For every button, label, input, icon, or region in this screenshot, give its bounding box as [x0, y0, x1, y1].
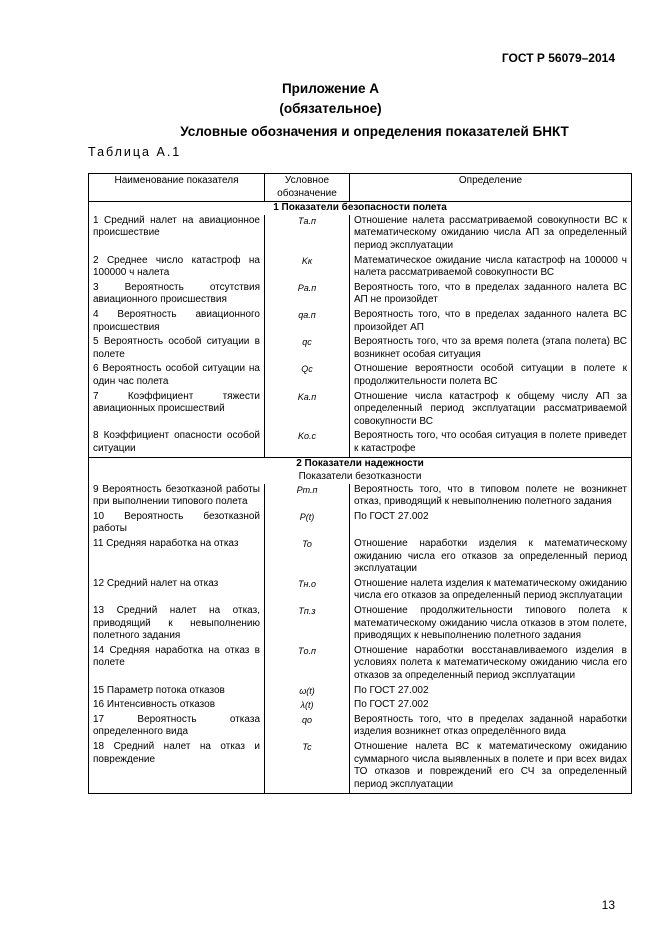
indicator-symbol: Tо.п — [265, 645, 350, 685]
table-row — [89, 391, 632, 431]
indicator-name: 17 Вероятность отказа определенного вида — [89, 714, 265, 741]
indicator-definition: Вероятность того, что в пределах заданного налета ВС АП не произойдет — [350, 282, 632, 309]
indicator-name: 10 Вероятность безотказной работы — [89, 511, 265, 538]
section-row — [89, 202, 632, 215]
table-label: Таблица А.1 — [88, 145, 182, 159]
table-row — [89, 714, 632, 741]
indicator-definition: Отношение налета ВС к математическому ожиданию суммарного числа выявленных в полете и при всех видах ТО отказов и повреждений его СЧ за определенный период эксплуатации — [350, 741, 632, 794]
indicator-definition: Отношение налета рассматриваемой совокупности ВС к математическому ожиданию числа АП за определенный период эксплуатации — [350, 215, 632, 255]
definitions-table — [88, 173, 632, 794]
indicator-definition: Отношение налета изделия к математическому ожиданию числа его отказов за определенный период эксплуатации — [350, 578, 632, 605]
indicator-definition: Отношение вероятности особой ситуации в полете к продолжительности полета ВС — [350, 363, 632, 390]
indicator-name: 8 Коэффициент опасности особой ситуации — [89, 430, 265, 458]
appendix-title: Приложение А — [281, 81, 380, 96]
indicator-symbol: Kа.п — [265, 391, 350, 431]
indicator-symbol: P(t) — [265, 511, 350, 538]
column-header-name: Наименование показателя — [89, 174, 265, 202]
indicator-symbol: Pт.п — [265, 484, 350, 511]
indicator-definition: Вероятность того, что в типовом полете не возникнет отказ, приводящий к невыполнению полетного задания — [350, 484, 632, 511]
indicator-symbol: Tн.о — [265, 578, 350, 605]
subsection-title: Показатели безотказности — [89, 471, 632, 484]
indicator-name: 1 Средний налет на авиационное происшествие — [89, 215, 265, 255]
indicator-symbol: ω(t) — [265, 685, 350, 700]
table-row — [89, 336, 632, 363]
indicator-definition: По ГОСТ 27.002 — [350, 511, 632, 538]
table-row — [89, 215, 632, 255]
indicator-definition: Математическое ожидание числа катастроф на 100000 ч налета рассматриваемой совокупности ВС — [350, 255, 632, 282]
table-row — [89, 484, 632, 511]
indicator-symbol: λ(t) — [265, 699, 350, 714]
page-number: 13 — [601, 898, 615, 912]
indicator-name: 6 Вероятность особой ситуации на один час полета — [89, 363, 265, 390]
appendix-heading: Условные обозначения и определения показателей БНКТ — [180, 124, 569, 139]
table-row — [89, 685, 632, 700]
table-row — [89, 605, 632, 645]
indicator-symbol: Tп.з — [265, 605, 350, 645]
section-title: 2 Показатели надежности — [89, 458, 632, 471]
indicator-definition: Отношение продолжительности типового полета к математическому ожиданию числа отказов в этом полете, приводящих к невыполнению полетного задания — [350, 605, 632, 645]
indicator-symbol: Qc — [265, 363, 350, 390]
indicator-symbol: qа.п — [265, 309, 350, 336]
indicator-definition: Вероятность того, что в пределах заданной наработки изделия возникнет отказ определённого вида — [350, 714, 632, 741]
indicator-definition: По ГОСТ 27.002 — [350, 685, 632, 700]
indicator-name: 9 Вероятность безотказной работы при выполнении типового полета — [89, 484, 265, 511]
indicator-name: 3 Вероятность отсутствия авиационного происшествия — [89, 282, 265, 309]
table-row — [89, 282, 632, 309]
appendix-subtitle: (обязательное) — [279, 101, 382, 116]
indicator-name: 12 Средний налет на отказ — [89, 578, 265, 605]
indicator-name: 4 Вероятность авиационного происшествия — [89, 309, 265, 336]
indicator-name: 14 Средняя наработка на отказ в полете — [89, 645, 265, 685]
section-row — [89, 458, 632, 471]
indicator-symbol: Kк — [265, 255, 350, 282]
table-row — [89, 363, 632, 390]
indicator-symbol: Tc — [265, 741, 350, 794]
section-title: 1 Показатели безопасности полета — [89, 202, 632, 215]
column-header-definition: Определение — [350, 174, 632, 202]
indicator-symbol: Tа.п — [265, 215, 350, 255]
indicator-name: 2 Среднее число катастроф на 100000 ч налета — [89, 255, 265, 282]
indicator-symbol: To — [265, 538, 350, 578]
table-row — [89, 645, 632, 685]
table-row — [89, 538, 632, 578]
column-header-symbol: Условное обозначение — [265, 174, 350, 202]
indicator-name: 5 Вероятность особой ситуации в полете — [89, 336, 265, 363]
table-row — [89, 255, 632, 282]
indicator-symbol: Kо.с — [265, 430, 350, 458]
subsection-row — [89, 471, 632, 484]
indicator-definition: По ГОСТ 27.002 — [350, 699, 632, 714]
indicator-symbol: qc — [265, 336, 350, 363]
table-row — [89, 430, 632, 458]
indicator-symbol: Pа.п — [265, 282, 350, 309]
indicator-name: 18 Средний налет на отказ и повреждение — [89, 741, 265, 794]
table-row — [89, 578, 632, 605]
table-row — [89, 699, 632, 714]
indicator-definition: Отношение наработки восстанавливаемого изделия в условиях полета к математическому ожиданию числа его отказов за определенный период эксплуатации — [350, 645, 632, 685]
table-header-row — [89, 174, 632, 202]
indicator-name: 13 Средний налет на отказ, приводящий к невыполнению полетного задания — [89, 605, 265, 645]
table-row — [89, 511, 632, 538]
indicator-symbol: qo — [265, 714, 350, 741]
table-body — [89, 202, 632, 794]
indicator-definition: Вероятность того, что особая ситуация в полете приведет к катастрофе — [350, 430, 632, 458]
document-code: ГОСТ Р 56079–2014 — [501, 51, 615, 65]
table-row — [89, 741, 632, 794]
indicator-name: 16 Интенсивность отказов — [89, 699, 265, 714]
indicator-definition: Отношение наработки изделия к математическому ожиданию числа его отказов за определенный период эксплуатации — [350, 538, 632, 578]
indicator-definition: Отношение числа катастроф к общему числу АП за определенный период эксплуатации рассматриваемой совокупности ВС — [350, 391, 632, 431]
indicator-name: 15 Параметр потока отказов — [89, 685, 265, 700]
indicator-name: 11 Средняя наработка на отказ — [89, 538, 265, 578]
indicator-name: 7 Коэффициент тяжести авиационных происшествий — [89, 391, 265, 431]
indicator-definition: Вероятность того, что за время полета (этапа полета) ВС возникнет особая ситуация — [350, 336, 632, 363]
table-row — [89, 309, 632, 336]
indicator-definition: Вероятность того, что в пределах заданного налета ВС произойдет АП — [350, 309, 632, 336]
